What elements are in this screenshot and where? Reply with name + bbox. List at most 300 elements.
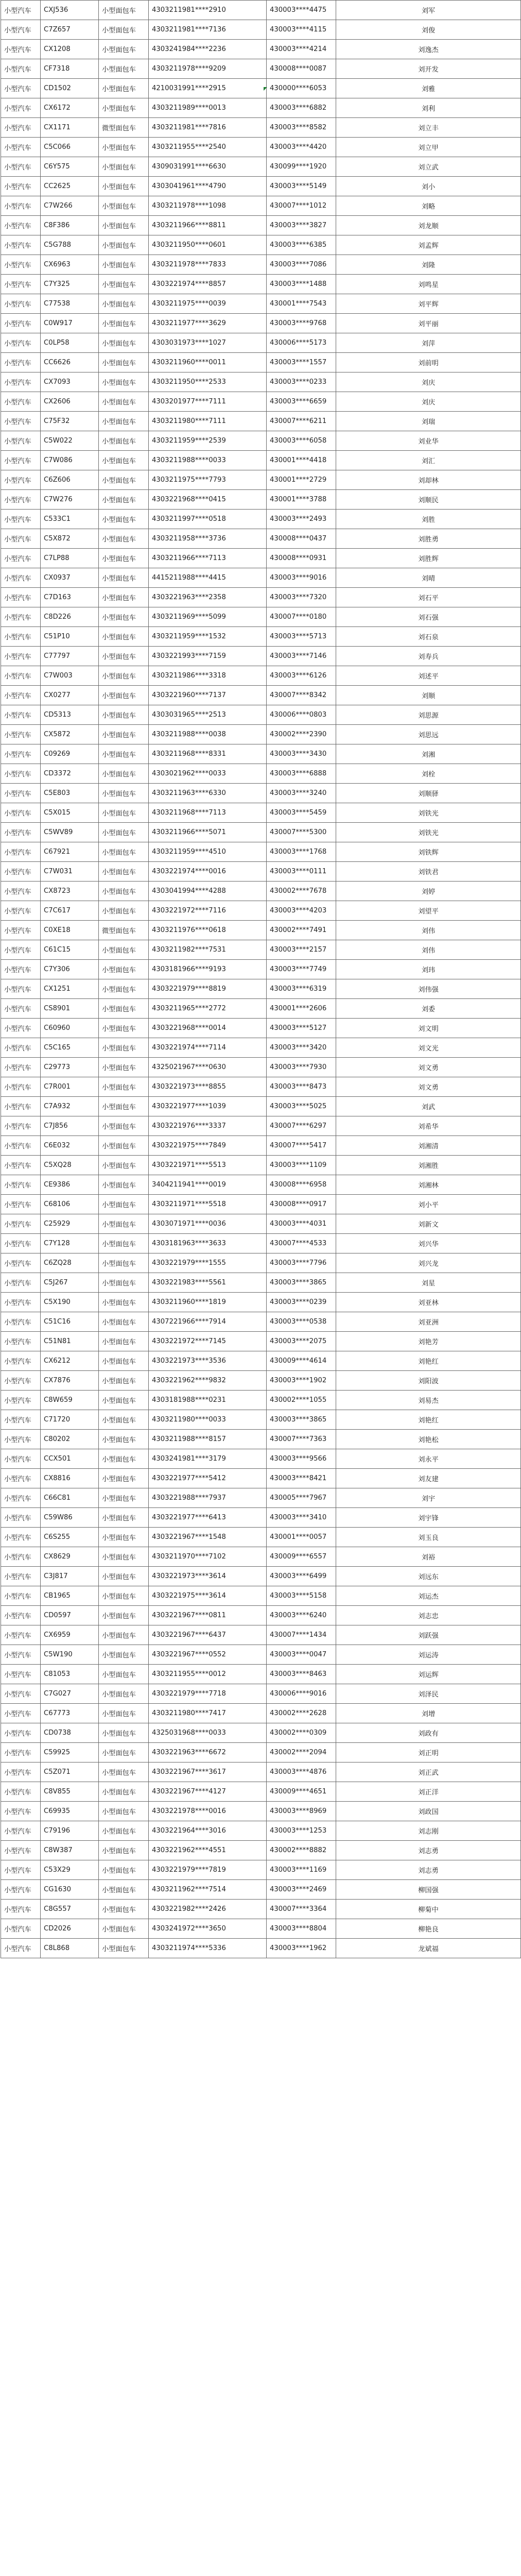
vehicle-type-cell[interactable]: 小型面包车 [99,1860,149,1880]
plate-type-cell[interactable]: 小型汽车 [1,1332,41,1351]
id-number-cell[interactable]: 4303221983****5561 [149,1273,267,1293]
phone-number-cell[interactable]: 430003****1902 [267,1371,336,1391]
plate-type-cell[interactable]: 小型汽车 [1,1175,41,1195]
plate-number-cell[interactable]: C7W031 [41,862,99,882]
plate-number-cell[interactable]: CCX501 [41,1449,99,1469]
id-number-cell[interactable]: 4303211989****0013 [149,98,267,118]
plate-type-cell[interactable]: 小型汽车 [1,647,41,666]
plate-number-cell[interactable]: C77538 [41,294,99,314]
owner-name-cell[interactable]: 刘运杰 [336,1586,521,1606]
id-number-cell[interactable]: 4325021967****0630 [149,1058,267,1077]
plate-number-cell[interactable]: C5X872 [41,529,99,549]
phone-number-cell[interactable]: 430003****1488 [267,275,336,294]
plate-number-cell[interactable]: CX1251 [41,979,99,999]
owner-name-cell[interactable]: 刘志勇 [336,1860,521,1880]
vehicle-type-cell[interactable]: 小型面包车 [99,882,149,901]
vehicle-type-cell[interactable]: 小型面包车 [99,1038,149,1058]
owner-name-cell[interactable]: 刘易杰 [336,1391,521,1410]
phone-number-cell[interactable]: 430003****3410 [267,1508,336,1528]
owner-name-cell[interactable]: 刘小 [336,177,521,196]
vehicle-type-cell[interactable]: 小型面包车 [99,1880,149,1900]
vehicle-type-cell[interactable]: 小型面包车 [99,979,149,999]
plate-number-cell[interactable]: CX8629 [41,1547,99,1567]
vehicle-type-cell[interactable]: 小型面包车 [99,1410,149,1430]
phone-number-cell[interactable]: 430003****2157 [267,940,336,960]
vehicle-type-cell[interactable]: 小型面包车 [99,392,149,412]
plate-type-cell[interactable]: 小型汽车 [1,79,41,98]
id-number-cell[interactable]: 4303211988****0033 [149,451,267,470]
plate-number-cell[interactable]: C75F32 [41,412,99,431]
phone-number-cell[interactable]: 430003****7930 [267,1058,336,1077]
id-number-cell[interactable]: 4303211997****0518 [149,510,267,529]
owner-name-cell[interactable]: 刘文明 [336,1019,521,1038]
vehicle-type-cell[interactable]: 小型面包车 [99,588,149,607]
plate-number-cell[interactable]: CD3372 [41,764,99,784]
owner-name-cell[interactable]: 刘裕 [336,1547,521,1567]
plate-type-cell[interactable]: 小型汽车 [1,1547,41,1567]
id-number-cell[interactable]: 4303221973****8855 [149,1077,267,1097]
id-number-cell[interactable]: 4303221979****7718 [149,1684,267,1704]
plate-type-cell[interactable]: 小型汽车 [1,510,41,529]
id-number-cell[interactable]: 4303211955****2540 [149,138,267,157]
phone-number-cell[interactable]: 430003****9016 [267,568,336,588]
id-number-cell[interactable]: 4303211955****0012 [149,1665,267,1684]
plate-number-cell[interactable]: C7Y306 [41,960,99,979]
vehicle-type-cell[interactable]: 小型面包车 [99,862,149,882]
id-number-cell[interactable]: 4303211988****0038 [149,725,267,744]
vehicle-type-cell[interactable]: 小型面包车 [99,1351,149,1371]
vehicle-type-cell[interactable]: 小型面包车 [99,20,149,40]
plate-number-cell[interactable]: C7W086 [41,451,99,470]
plate-type-cell[interactable]: 小型汽车 [1,294,41,314]
owner-name-cell[interactable]: 刘宇 [336,1488,521,1508]
id-number-cell[interactable]: 4303221972****7145 [149,1332,267,1351]
plate-number-cell[interactable]: CX7093 [41,372,99,392]
vehicle-type-cell[interactable]: 小型面包车 [99,1391,149,1410]
plate-type-cell[interactable]: 小型汽车 [1,1410,41,1430]
plate-type-cell[interactable]: 小型汽车 [1,921,41,940]
vehicle-type-cell[interactable]: 小型面包车 [99,1684,149,1704]
phone-number-cell[interactable]: 430003****6659 [267,392,336,412]
owner-name-cell[interactable]: 刘石泉 [336,627,521,647]
plate-number-cell[interactable]: C7W276 [41,490,99,510]
plate-type-cell[interactable]: 小型汽车 [1,568,41,588]
plate-type-cell[interactable]: 小型汽车 [1,177,41,196]
plate-number-cell[interactable]: C51P10 [41,627,99,647]
id-number-cell[interactable]: 4303211962****7514 [149,1880,267,1900]
phone-number-cell[interactable]: 430002****7678 [267,882,336,901]
id-number-cell[interactable]: 4303221979****8819 [149,979,267,999]
plate-type-cell[interactable]: 小型汽车 [1,862,41,882]
plate-number-cell[interactable]: C53X29 [41,1860,99,1880]
plate-number-cell[interactable]: CX0277 [41,686,99,705]
vehicle-type-cell[interactable]: 小型面包车 [99,1567,149,1586]
id-number-cell[interactable]: 4303211978****7833 [149,255,267,275]
phone-number-cell[interactable]: 430002****2094 [267,1743,336,1762]
plate-number-cell[interactable]: CX6172 [41,98,99,118]
plate-number-cell[interactable]: CD5313 [41,705,99,725]
id-number-cell[interactable]: 4303221974****7114 [149,1038,267,1058]
plate-number-cell[interactable]: C7Y325 [41,275,99,294]
plate-number-cell[interactable]: C0W917 [41,314,99,333]
vehicle-type-cell[interactable]: 小型面包车 [99,1116,149,1136]
phone-number-cell[interactable]: 430003****3865 [267,1273,336,1293]
plate-type-cell[interactable]: 小型汽车 [1,1156,41,1175]
plate-number-cell[interactable]: C5G788 [41,235,99,255]
owner-name-cell[interactable]: 刘军 [336,1,521,20]
vehicle-type-cell[interactable]: 小型面包车 [99,98,149,118]
phone-number-cell[interactable]: 430008****6958 [267,1175,336,1195]
plate-number-cell[interactable]: CX1171 [41,118,99,138]
owner-name-cell[interactable]: 柳国强 [336,1880,521,1900]
owner-name-cell[interactable]: 刘望平 [336,901,521,921]
phone-number-cell[interactable]: 430001****2606 [267,999,336,1019]
plate-type-cell[interactable]: 小型汽车 [1,1860,41,1880]
vehicle-type-cell[interactable]: 小型面包车 [99,1919,149,1939]
phone-number-cell[interactable]: 430003****6319 [267,979,336,999]
plate-type-cell[interactable]: 小型汽车 [1,1234,41,1253]
owner-name-cell[interactable]: 刘伟 [336,940,521,960]
owner-name-cell[interactable]: 刘鸣星 [336,275,521,294]
plate-type-cell[interactable]: 小型汽车 [1,196,41,216]
plate-type-cell[interactable]: 小型汽车 [1,275,41,294]
id-number-cell[interactable]: 4303221967****3617 [149,1762,267,1782]
plate-number-cell[interactable]: C5C165 [41,1038,99,1058]
vehicle-type-cell[interactable]: 小型面包车 [99,1841,149,1860]
plate-type-cell[interactable]: 小型汽车 [1,1782,41,1802]
id-number-cell[interactable]: 4303221978****0016 [149,1802,267,1821]
owner-name-cell[interactable]: 刘湘清 [336,1136,521,1156]
plate-type-cell[interactable]: 小型汽车 [1,1253,41,1273]
vehicle-type-cell[interactable]: 小型面包车 [99,1488,149,1508]
plate-number-cell[interactable]: C7Y128 [41,1234,99,1253]
plate-number-cell[interactable]: CX8723 [41,882,99,901]
owner-name-cell[interactable]: 刘述平 [336,666,521,686]
plate-number-cell[interactable]: C5X015 [41,803,99,823]
phone-number-cell[interactable]: 430003****6385 [267,235,336,255]
plate-type-cell[interactable]: 小型汽车 [1,784,41,803]
plate-type-cell[interactable]: 小型汽车 [1,1625,41,1645]
owner-name-cell[interactable]: 刘宇锋 [336,1508,521,1528]
plate-type-cell[interactable]: 小型汽车 [1,1684,41,1704]
owner-name-cell[interactable]: 刘略 [336,196,521,216]
plate-number-cell[interactable]: C7J856 [41,1116,99,1136]
id-number-cell[interactable]: 4303221976****3337 [149,1116,267,1136]
plate-number-cell[interactable]: C59W86 [41,1508,99,1528]
owner-name-cell[interactable]: 刘却林 [336,470,521,490]
vehicle-type-cell[interactable]: 微型面包车 [99,921,149,940]
owner-name-cell[interactable]: 刘阳波 [336,1371,521,1391]
phone-number-cell[interactable]: 430003****1768 [267,842,336,862]
plate-type-cell[interactable]: 小型汽车 [1,470,41,490]
plate-number-cell[interactable]: C7R001 [41,1077,99,1097]
vehicle-type-cell[interactable]: 小型面包车 [99,1625,149,1645]
phone-number-cell[interactable]: 430007****7363 [267,1430,336,1449]
owner-name-cell[interactable]: 刘萍 [336,333,521,353]
phone-number-cell[interactable]: 430003****0239 [267,1293,336,1312]
owner-name-cell[interactable]: 刘亚林 [336,1293,521,1312]
phone-number-cell[interactable]: 430002****2390 [267,725,336,744]
owner-name-cell[interactable]: 刘湘林 [336,1175,521,1195]
phone-number-cell[interactable]: 430003****4876 [267,1762,336,1782]
vehicle-type-cell[interactable]: 小型面包车 [99,1939,149,1958]
plate-type-cell[interactable]: 小型汽车 [1,1586,41,1606]
plate-number-cell[interactable]: C25929 [41,1214,99,1234]
owner-name-cell[interactable]: 刘艳红 [336,1410,521,1430]
id-number-cell[interactable]: 4303221977****1039 [149,1097,267,1116]
phone-number-cell[interactable]: 430005****7967 [267,1488,336,1508]
owner-name-cell[interactable]: 刘晴 [336,568,521,588]
phone-number-cell[interactable]: 430003****1557 [267,353,336,372]
plate-number-cell[interactable]: C59925 [41,1743,99,1762]
plate-number-cell[interactable]: CG1630 [41,1880,99,1900]
phone-number-cell[interactable]: 430003****7086 [267,255,336,275]
plate-type-cell[interactable]: 小型汽车 [1,1195,41,1214]
vehicle-type-cell[interactable]: 小型面包车 [99,647,149,666]
id-number-cell[interactable]: 4303221967****0552 [149,1645,267,1665]
id-number-cell[interactable]: 4303221967****4127 [149,1782,267,1802]
vehicle-type-cell[interactable]: 小型面包车 [99,1136,149,1156]
owner-name-cell[interactable]: 刘思远 [336,725,521,744]
phone-number-cell[interactable]: 430003****3827 [267,216,336,235]
plate-type-cell[interactable]: 小型汽车 [1,882,41,901]
owner-name-cell[interactable]: 刘栓 [336,764,521,784]
plate-type-cell[interactable]: 小型汽车 [1,1743,41,1762]
plate-number-cell[interactable]: CX0937 [41,568,99,588]
plate-number-cell[interactable]: C6Y575 [41,157,99,177]
phone-number-cell[interactable]: 430003****8969 [267,1802,336,1821]
plate-number-cell[interactable]: C69935 [41,1802,99,1821]
id-number-cell[interactable]: 4325031968****0033 [149,1723,267,1743]
owner-name-cell[interactable]: 刘利 [336,98,521,118]
id-number-cell[interactable]: 4303211966****8811 [149,216,267,235]
vehicle-type-cell[interactable]: 小型面包车 [99,138,149,157]
id-number-cell[interactable]: 4303041961****4790 [149,177,267,196]
id-number-cell[interactable]: 4303211950****0601 [149,235,267,255]
id-number-cell[interactable]: 4303031973****1027 [149,333,267,353]
phone-number-cell[interactable]: 430007****4533 [267,1234,336,1253]
vehicle-type-cell[interactable]: 小型面包车 [99,1723,149,1743]
plate-number-cell[interactable]: C5WV89 [41,823,99,842]
plate-number-cell[interactable]: C6Z606 [41,470,99,490]
plate-type-cell[interactable]: 小型汽车 [1,725,41,744]
id-number-cell[interactable]: 4303181966****9193 [149,960,267,979]
owner-name-cell[interactable]: 刘小平 [336,1195,521,1214]
phone-number-cell[interactable]: 430003****4203 [267,901,336,921]
plate-number-cell[interactable]: CXJ536 [41,1,99,20]
vehicle-type-cell[interactable]: 小型面包车 [99,627,149,647]
vehicle-type-cell[interactable]: 小型面包车 [99,1782,149,1802]
owner-name-cell[interactable]: 刘瑞 [336,412,521,431]
owner-name-cell[interactable]: 刘立武 [336,157,521,177]
id-number-cell[interactable]: 4303221964****3016 [149,1821,267,1841]
vehicle-type-cell[interactable]: 小型面包车 [99,255,149,275]
plate-type-cell[interactable]: 小型汽车 [1,1391,41,1410]
plate-number-cell[interactable]: CX1208 [41,40,99,59]
phone-number-cell[interactable]: 430009****4651 [267,1782,336,1802]
plate-type-cell[interactable]: 小型汽车 [1,1116,41,1136]
plate-number-cell[interactable]: C8V855 [41,1782,99,1802]
plate-number-cell[interactable]: C8F386 [41,216,99,235]
owner-name-cell[interactable]: 刘正武 [336,1762,521,1782]
owner-name-cell[interactable]: 刘立甲 [336,138,521,157]
vehicle-type-cell[interactable]: 小型面包车 [99,275,149,294]
id-number-cell[interactable]: 4303221993****7159 [149,647,267,666]
vehicle-type-cell[interactable]: 小型面包车 [99,1332,149,1351]
vehicle-type-cell[interactable]: 小型面包车 [99,901,149,921]
plate-number-cell[interactable]: C7LP88 [41,549,99,568]
owner-name-cell[interactable]: 刘寿兵 [336,647,521,666]
owner-name-cell[interactable]: 刘石强 [336,607,521,627]
id-number-cell[interactable]: 4303221968****0014 [149,1019,267,1038]
phone-number-cell[interactable]: 430003****4214 [267,40,336,59]
phone-number-cell[interactable]: 430003****4420 [267,138,336,157]
plate-type-cell[interactable]: 小型汽车 [1,1019,41,1038]
plate-number-cell[interactable]: C7A932 [41,1097,99,1116]
id-number-cell[interactable]: 4303211978****9209 [149,59,267,79]
vehicle-type-cell[interactable]: 小型面包车 [99,40,149,59]
plate-number-cell[interactable]: C533C1 [41,510,99,529]
plate-number-cell[interactable]: C77797 [41,647,99,666]
plate-type-cell[interactable]: 小型汽车 [1,1665,41,1684]
plate-number-cell[interactable]: CX2606 [41,392,99,412]
plate-number-cell[interactable]: C80202 [41,1430,99,1449]
phone-number-cell[interactable]: 430003****3430 [267,744,336,764]
plate-type-cell[interactable]: 小型汽车 [1,1430,41,1449]
plate-type-cell[interactable]: 小型汽车 [1,842,41,862]
owner-name-cell[interactable]: 刘文光 [336,1038,521,1058]
vehicle-type-cell[interactable]: 小型面包车 [99,59,149,79]
plate-type-cell[interactable]: 小型汽车 [1,20,41,40]
phone-number-cell[interactable]: 430003****5127 [267,1019,336,1038]
plate-type-cell[interactable]: 小型汽车 [1,1097,41,1116]
plate-number-cell[interactable]: CX6212 [41,1351,99,1371]
vehicle-type-cell[interactable]: 小型面包车 [99,1214,149,1234]
owner-name-cell[interactable]: 刘铁光 [336,803,521,823]
owner-name-cell[interactable]: 刘志刚 [336,1821,521,1841]
plate-number-cell[interactable]: C5X190 [41,1293,99,1312]
owner-name-cell[interactable]: 刘业华 [336,431,521,451]
id-number-cell[interactable]: 4303211959****1532 [149,627,267,647]
phone-number-cell[interactable]: 430002****0309 [267,1723,336,1743]
owner-name-cell[interactable]: 刘伟强 [336,979,521,999]
vehicle-type-cell[interactable]: 小型面包车 [99,1508,149,1528]
plate-number-cell[interactable]: C5J267 [41,1273,99,1293]
owner-name-cell[interactable]: 刘思源 [336,705,521,725]
plate-type-cell[interactable]: 小型汽车 [1,490,41,510]
vehicle-type-cell[interactable]: 小型面包车 [99,1077,149,1097]
plate-type-cell[interactable]: 小型汽车 [1,1841,41,1860]
plate-number-cell[interactable]: CD0597 [41,1606,99,1625]
vehicle-type-cell[interactable]: 小型面包车 [99,1097,149,1116]
owner-name-cell[interactable]: 刘泽民 [336,1684,521,1704]
phone-number-cell[interactable]: 430003****1962 [267,1939,336,1958]
plate-number-cell[interactable]: C5W190 [41,1645,99,1665]
id-number-cell[interactable]: 4303211963****6330 [149,784,267,803]
plate-type-cell[interactable]: 小型汽车 [1,823,41,842]
phone-number-cell[interactable]: 430001****7543 [267,294,336,314]
plate-number-cell[interactable]: CX6963 [41,255,99,275]
owner-name-cell[interactable]: 刘星 [336,1273,521,1293]
plate-number-cell[interactable]: C71720 [41,1410,99,1430]
vehicle-type-cell[interactable]: 微型面包车 [99,118,149,138]
plate-type-cell[interactable]: 小型汽车 [1,666,41,686]
plate-type-cell[interactable]: 小型汽车 [1,1645,41,1665]
vehicle-type-cell[interactable]: 小型面包车 [99,823,149,842]
plate-type-cell[interactable]: 小型汽车 [1,157,41,177]
phone-number-cell[interactable]: 430001****2729 [267,470,336,490]
id-number-cell[interactable]: 4303211959****4510 [149,842,267,862]
plate-number-cell[interactable]: CS8901 [41,999,99,1019]
phone-number-cell[interactable]: 430003****5459 [267,803,336,823]
owner-name-cell[interactable]: 刘永平 [336,1449,521,1469]
phone-number-cell[interactable]: 430003****5149 [267,177,336,196]
id-number-cell[interactable]: 4303221974****0016 [149,862,267,882]
id-number-cell[interactable]: 4303211975****0039 [149,294,267,314]
owner-name-cell[interactable]: 刘艳红 [336,1351,521,1371]
owner-name-cell[interactable]: 刘志忠 [336,1606,521,1625]
plate-number-cell[interactable]: CC2625 [41,177,99,196]
phone-number-cell[interactable]: 430003****7796 [267,1253,336,1273]
id-number-cell[interactable]: 4303211980****7111 [149,412,267,431]
id-number-cell[interactable]: 4303221963****6672 [149,1743,267,1762]
plate-type-cell[interactable]: 小型汽车 [1,1488,41,1508]
vehicle-type-cell[interactable]: 小型面包车 [99,940,149,960]
vehicle-type-cell[interactable]: 小型面包车 [99,1058,149,1077]
owner-name-cell[interactable]: 刘志勇 [336,1841,521,1860]
plate-number-cell[interactable]: C61C15 [41,940,99,960]
plate-number-cell[interactable]: C67773 [41,1704,99,1723]
id-number-cell[interactable]: 4303221973****3614 [149,1567,267,1586]
vehicle-type-cell[interactable]: 小型面包车 [99,607,149,627]
owner-name-cell[interactable]: 刘石平 [336,588,521,607]
vehicle-type-cell[interactable]: 小型面包车 [99,451,149,470]
id-number-cell[interactable]: 4303211986****3318 [149,666,267,686]
vehicle-type-cell[interactable]: 小型面包车 [99,1156,149,1175]
id-number-cell[interactable]: 4303221962****9832 [149,1371,267,1391]
id-number-cell[interactable]: 4210031991****2915 [149,79,267,98]
id-number-cell[interactable]: 4303211980****7417 [149,1704,267,1723]
phone-number-cell[interactable]: 430003****8421 [267,1469,336,1488]
plate-type-cell[interactable]: 小型汽车 [1,412,41,431]
phone-number-cell[interactable]: 430002****1055 [267,1391,336,1410]
id-number-cell[interactable]: 4303211981****2910 [149,1,267,20]
vehicle-type-cell[interactable]: 小型面包车 [99,1371,149,1391]
id-number-cell[interactable]: 4303221967****6437 [149,1625,267,1645]
owner-name-cell[interactable]: 刘胜 [336,510,521,529]
vehicle-type-cell[interactable]: 小型面包车 [99,157,149,177]
phone-number-cell[interactable]: 430003****0538 [267,1312,336,1332]
vehicle-type-cell[interactable]: 小型面包车 [99,1802,149,1821]
id-number-cell[interactable]: 4303211959****2539 [149,431,267,451]
plate-number-cell[interactable]: C67921 [41,842,99,862]
id-number-cell[interactable]: 4303211980****0033 [149,1410,267,1430]
owner-name-cell[interactable]: 柳菊中 [336,1900,521,1919]
plate-number-cell[interactable]: C8D226 [41,607,99,627]
vehicle-type-cell[interactable]: 小型面包车 [99,412,149,431]
phone-number-cell[interactable]: 430007****6211 [267,412,336,431]
id-number-cell[interactable]: 4303211965****2772 [149,999,267,1019]
vehicle-type-cell[interactable]: 小型面包车 [99,1273,149,1293]
vehicle-type-cell[interactable]: 小型面包车 [99,1312,149,1332]
plate-type-cell[interactable]: 小型汽车 [1,255,41,275]
phone-number-cell[interactable]: 430003****1169 [267,1860,336,1880]
vehicle-type-cell[interactable]: 小型面包车 [99,470,149,490]
id-number-cell[interactable]: 4303041994****4288 [149,882,267,901]
vehicle-type-cell[interactable]: 小型面包车 [99,1469,149,1488]
owner-name-cell[interactable]: 刘湘胜 [336,1156,521,1175]
phone-number-cell[interactable]: 430007****5300 [267,823,336,842]
